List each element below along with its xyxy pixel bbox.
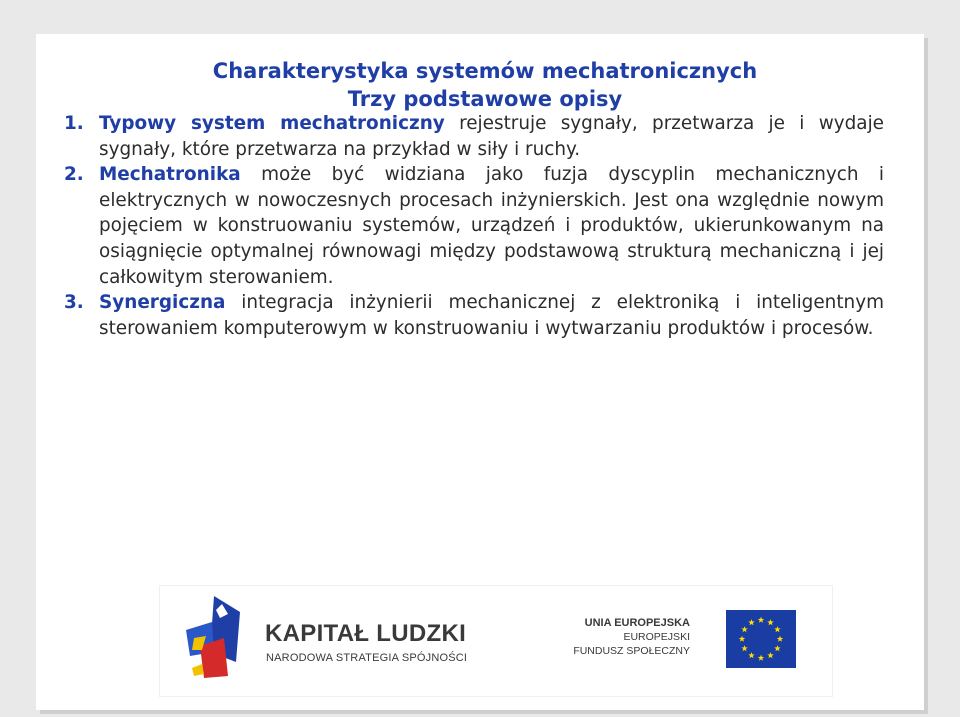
eu-line-1: UNIA EUROPEJSKA [584,617,690,629]
title-line-1: Charakterystyka systemów mechatronicznych [212,59,758,83]
list-item-3 [64,290,884,341]
eu-flag-icon [726,610,796,668]
list-item-2 [64,162,884,290]
item-text: rejestruje sygnały, przetwarza je i wydaje sygnały, które przetwarza na przykład w siły i ruchy. [99,113,884,160]
item-number: 2. [64,164,84,186]
content-list [64,111,884,341]
eu-line-2: EUROPEJSKI [623,631,690,643]
item-keyword: Typowy system mechatroniczny [99,113,445,134]
item-keyword: Mechatronika [99,164,241,186]
eu-line-3: FUNDUSZ SPOŁECZNY [573,645,690,657]
item-text: integracja inżynierii mechanicznej z elektroniką i inteligentnym sterowaniem komputerowym w konstruowaniu i wytwarzaniu produktów i procesów. [99,292,884,339]
title-line-2: Trzy podstawowe opisy [347,87,623,111]
eu-caption [560,616,690,658]
item-number: 1. [64,113,84,134]
item-keyword: Synergiczna [99,292,226,314]
list-item-1 [64,111,884,162]
item-number: 3. [64,292,84,314]
slide-title [64,57,906,113]
item-text: może być widziana jako fuzja dyscyplin mechanicznych i elektrycznych w nowoczesnych procesach inżynierskich. Jest ona względnie nowym pojęciem w konstruowaniu systemów, urządzeń i produktów, ukierunkowanym na osiągnięcie optymalnej równowagi między podstawową strukturą mechaniczną i jej całkowitym sterowaniem. [99,164,884,288]
footer-logos [160,586,832,696]
kapital-ludzki-flag-icon [180,592,250,684]
kapital-ludzki-subtitle: NARODOWA STRATEGIA SPÓJNOŚCI [266,652,468,664]
kapital-ludzki-title: KAPITAŁ LUDZKI [265,620,467,647]
